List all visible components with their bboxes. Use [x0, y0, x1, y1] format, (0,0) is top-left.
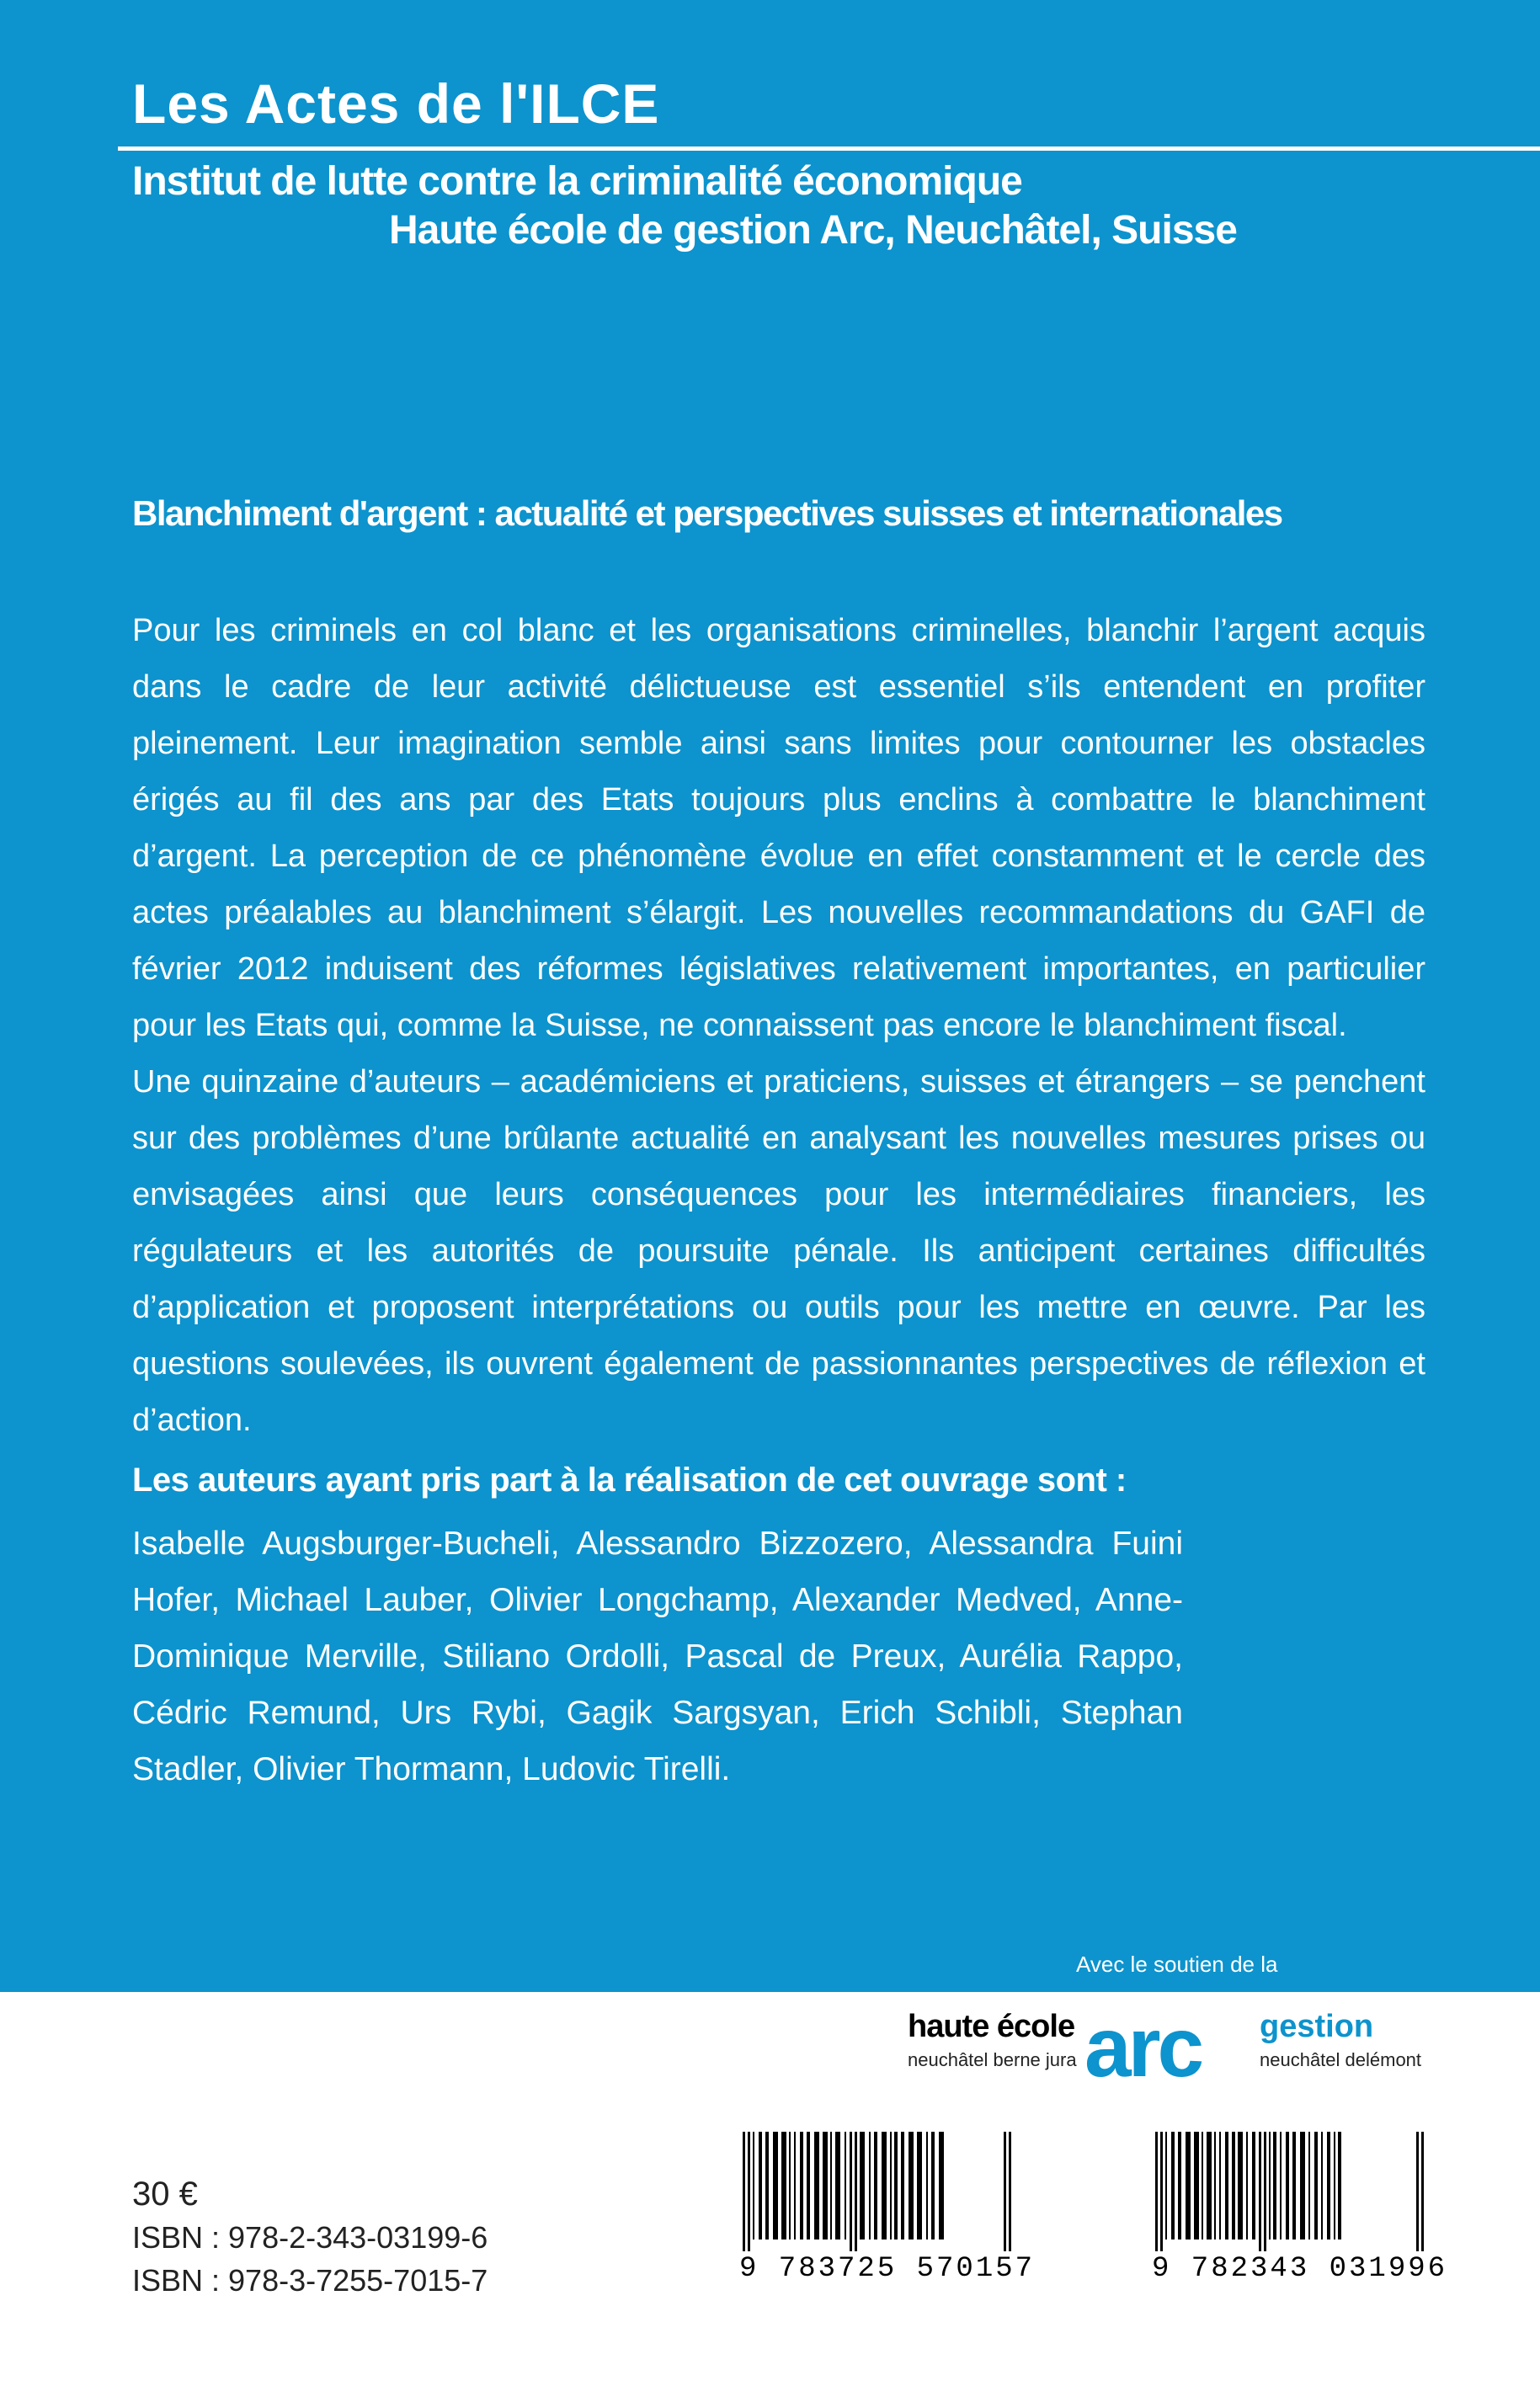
barcode-bar: [1308, 2132, 1310, 2240]
authors-heading: Les auteurs ayant pris part à la réalisation de cet ouvrage sont :: [132, 1462, 1127, 1499]
barcode-bar: [1280, 2132, 1282, 2240]
barcode-bar: [1225, 2132, 1228, 2240]
barcode-bar: [800, 2132, 803, 2240]
barcode-2-bars: [1152, 2132, 1430, 2251]
barcode-1: [739, 2132, 1035, 2285]
barcode-bar: [1252, 2132, 1255, 2240]
barcode-bar: [855, 2132, 857, 2251]
barcode-bar: [939, 2132, 944, 2240]
barcode-bar: [1292, 2132, 1296, 2240]
barcode-bar: [1269, 2132, 1271, 2240]
barcode-bar: [765, 2132, 769, 2240]
barcode-bar: [1202, 2132, 1203, 2240]
barcode-bar: [748, 2132, 750, 2251]
barcode-bar: [909, 2132, 914, 2240]
barcode-bar: [835, 2132, 840, 2240]
institute-name: Institut de lutte contre la criminalité économique: [132, 159, 1022, 204]
barcode-bar: [1259, 2132, 1261, 2251]
barcode-bar: [1194, 2132, 1199, 2240]
barcode-bar: [1004, 2132, 1006, 2251]
barcode-bar: [1327, 2132, 1330, 2240]
barcode-bar: [1219, 2132, 1221, 2240]
barcode-bar: [1178, 2132, 1181, 2240]
barcode-bar: [759, 2132, 762, 2240]
logo-haute-ecole-sub: neuchâtel berne jura: [908, 2049, 1077, 2070]
isbn-2: ISBN : 978-3-7255-7015-7: [132, 2263, 488, 2298]
barcode-bar: [1264, 2132, 1266, 2251]
barcode-1-number: 9 783725 570157: [739, 2253, 1036, 2285]
institute-school: Haute école de gestion Arc, Neuchâtel, Suisse: [389, 208, 1237, 253]
barcode-bar: [869, 2132, 871, 2240]
logo-gestion: gestion: [1260, 2009, 1374, 2044]
barcode-bar: [1300, 2132, 1305, 2240]
blurb-paragraph-1: Pour les criminels en col blanc et les organisations criminelles, blanchir l’argent acquis dans le cadre de leur activité délictueuse est essentiel s’ils entendent en profiter pleinement. Leur imagination semble ainsi sans limites pour contourner les obstacles érigés au fil des ans par des Etats toujours plus enclins à combattre le blanchiment d’argent. La perception de ce phénomène évolue en effet constamment et le cercle des actes préalables au blanchiment s’élargit. Les nouvelles recommandations du GAFI de février 2012 induisent des réformes législatives relativement importantes, en particulier pour les Etats qui, comme la Suisse, ne connaissent pas encore le blanchiment fiscal.: [132, 613, 1425, 1043]
barcode-bar: [773, 2132, 778, 2240]
barcode-bar: [917, 2132, 922, 2240]
barcode-bar: [882, 2132, 887, 2240]
barcode-bar: [926, 2132, 928, 2240]
barcode-bar: [1416, 2132, 1419, 2251]
barcode-bar: [823, 2132, 828, 2240]
logo-arc-mark: arc: [1084, 2000, 1202, 2095]
blurb-paragraph-2: Une quinzaine d’auteurs – académiciens et praticiens, suisses et étrangers – se penchent sur des problèmes d’une brûlante actualité en analysant les nouvelles mesures prises ou envisagées ainsi que leurs conséquences pour les intermédiaires financiers, les régulateurs et les autorités de poursuite pénale. Ils anticipent certaines difficultés d’application et proposent interprétations ou outils pour les mettre en œuvre. Par les questions soulevées, ils ouvrent également de passionnantes perspectives de réflexion et d’action.: [132, 1064, 1425, 1438]
logo-haute-ecole: haute école: [908, 2009, 1075, 2044]
barcode-bar: [1009, 2132, 1011, 2251]
barcode-bar: [1232, 2132, 1235, 2240]
barcode-bar: [814, 2132, 819, 2240]
header-rule: [118, 146, 1540, 151]
book-title: Blanchiment d'argent : actualité et perspectives suisses et internationales: [132, 493, 1282, 533]
barcode-bar: [1160, 2132, 1163, 2251]
authors-list: Isabelle Augsburger-Bucheli, Alessandro Bizzozero, Alessandra Fuini Hofer, Michael Lauber, Olivier Longchamp, Alexander Medved, Anne-Dominique Merville, Stiliano Ordolli, Pascal de Preux, Aurélia Rappo, Cédric Remund, Urs Rybi, Gagik Sargsyan, Erich Schibli, Stephan Stadler, Olivier Thormann, Ludovic Tirelli.: [132, 1526, 1183, 1787]
isbn-1: ISBN : 978-2-343-03199-6: [132, 2220, 488, 2255]
barcode-bar: [1246, 2132, 1248, 2240]
barcode-bar: [1286, 2132, 1289, 2240]
barcode-bar: [830, 2132, 832, 2240]
barcode-bar: [1165, 2132, 1167, 2240]
barcode-bar: [1334, 2132, 1335, 2240]
barcode-bar: [901, 2132, 904, 2240]
barcode-bar: [931, 2132, 935, 2240]
barcode-bar: [845, 2132, 846, 2240]
barcode-bar: [753, 2132, 754, 2240]
barcode-bar: [874, 2132, 877, 2240]
barcode-2-number: 9 782343 031996: [1152, 2253, 1448, 2285]
barcode-bar: [807, 2132, 810, 2240]
barcode-bar: [789, 2132, 791, 2240]
barcode-bar: [1155, 2132, 1158, 2251]
barcode-bar: [1321, 2132, 1323, 2240]
barcode-bar: [781, 2132, 786, 2240]
price: 30 €: [132, 2176, 198, 2213]
barcode-bar: [743, 2132, 745, 2251]
barcode-1-bars: [739, 2132, 1017, 2251]
barcode-bar: [860, 2132, 865, 2240]
barcode-bar: [1273, 2132, 1276, 2240]
barcode-bar: [1207, 2132, 1212, 2240]
barcode-bar: [1421, 2132, 1424, 2251]
barcode-bar: [794, 2132, 796, 2240]
barcode-bar: [894, 2132, 898, 2240]
barcode-bar: [1214, 2132, 1216, 2240]
logo-gestion-sub: neuchâtel delémont: [1260, 2049, 1422, 2070]
barcode-bar: [850, 2132, 852, 2251]
support-text: Avec le soutien de la: [1076, 1952, 1278, 1977]
barcode-bar: [1238, 2132, 1243, 2240]
barcode-bar: [1171, 2132, 1175, 2240]
barcode-bar: [890, 2132, 892, 2240]
arc-logo: [908, 2000, 1430, 2095]
series-title: Les Actes de l'ILCE: [132, 72, 660, 135]
barcode-bar: [1338, 2132, 1341, 2240]
barcode-bar: [1314, 2132, 1318, 2240]
barcode-bar: [1186, 2132, 1191, 2240]
blurb: [132, 603, 1425, 1449]
barcode-2: [1152, 2132, 1447, 2285]
